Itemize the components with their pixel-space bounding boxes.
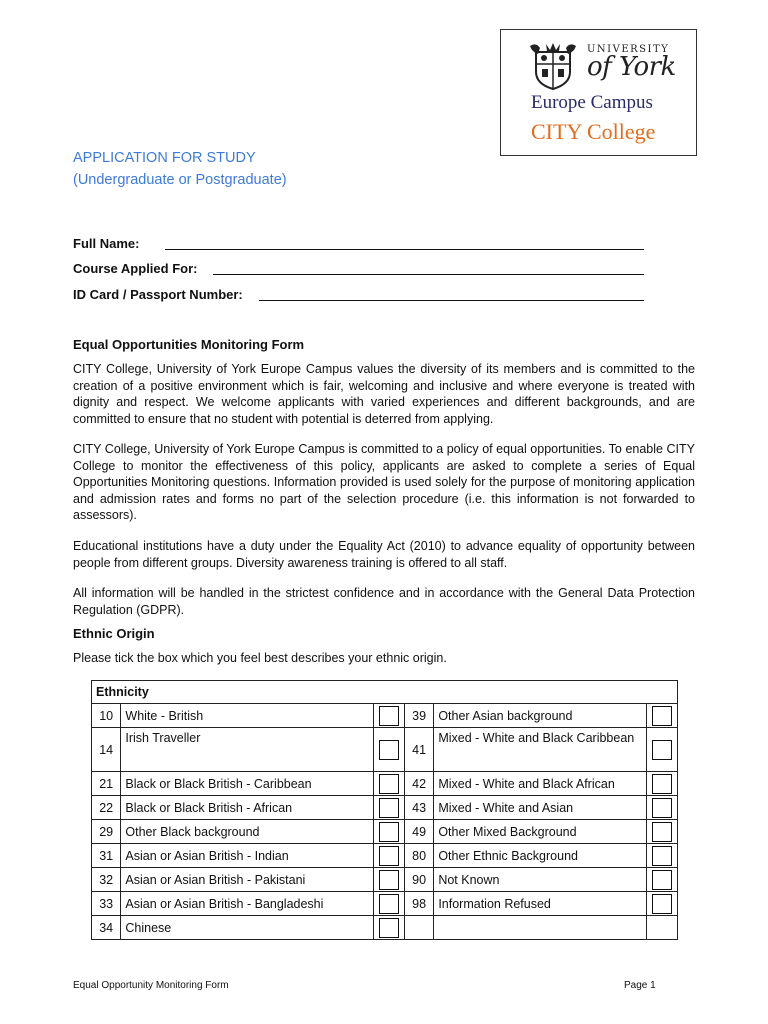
checkbox[interactable] xyxy=(652,774,672,794)
code-cell: 49 xyxy=(404,820,433,844)
checkbox[interactable] xyxy=(652,846,672,866)
checkbox-cell xyxy=(374,844,404,868)
checkbox-cell xyxy=(374,892,404,916)
paragraph-3: Educational institutions have a duty under the Equality Act (2010) to advance equality of opportunity between people from different groups. Diversity awareness training is offered to all staff. xyxy=(73,539,695,570)
code-cell: 29 xyxy=(92,820,121,844)
checkbox[interactable] xyxy=(652,894,672,914)
label-cell: Not Known xyxy=(434,868,647,892)
checkbox-cell xyxy=(647,796,678,820)
table-row xyxy=(92,796,678,820)
label-cell: Other Black background xyxy=(121,820,374,844)
code-cell: 98 xyxy=(404,892,433,916)
checkbox[interactable] xyxy=(652,798,672,818)
checkbox[interactable] xyxy=(379,798,399,818)
code-cell: 90 xyxy=(404,868,433,892)
checkbox-cell xyxy=(374,772,404,796)
checkbox[interactable] xyxy=(379,846,399,866)
label-cell: Black or Black British - Caribbean xyxy=(121,772,374,796)
checkbox-cell xyxy=(374,916,404,940)
table-row xyxy=(92,820,678,844)
code-cell: 42 xyxy=(404,772,433,796)
paragraph-4: All information will be handled in the strictest confidence and in accordance with the General Data Protection Regulation (GDPR). xyxy=(73,586,695,617)
logo-college-text: CITY College xyxy=(531,119,656,144)
logo-university-text: UNIVERSITY xyxy=(587,44,670,55)
checkbox-cell xyxy=(647,772,678,796)
checkbox[interactable] xyxy=(652,706,672,726)
full-name-label: Full Name: xyxy=(73,236,140,251)
label-cell: Other Asian background xyxy=(434,704,647,728)
code-cell: 32 xyxy=(92,868,121,892)
course-label: Course Applied For: xyxy=(73,261,198,276)
page-number: Page 1 xyxy=(624,980,656,991)
table-row xyxy=(92,844,678,868)
id-card-line[interactable] xyxy=(259,300,644,301)
table-row xyxy=(92,704,678,728)
full-name-line[interactable] xyxy=(165,249,644,250)
code-cell: 22 xyxy=(92,796,121,820)
checkbox-cell xyxy=(374,868,404,892)
checkbox-cell xyxy=(374,796,404,820)
table-row xyxy=(92,772,678,796)
checkbox[interactable] xyxy=(379,822,399,842)
checkbox[interactable] xyxy=(379,740,399,760)
form-subtitle: (Undergraduate or Postgraduate) xyxy=(73,172,287,188)
code-cell: 31 xyxy=(92,844,121,868)
full-name-field[interactable] xyxy=(73,236,139,251)
label-cell: Asian or Asian British - Indian xyxy=(121,844,374,868)
paragraph-2: CITY College, University of York Europe Campus is committed to a policy of equal opportunities. To enable CITY College to monitor the effectiveness of this policy, applicants are asked to complete a series of Equal Opportunities Monitoring questions. Information provided is used solely for the purpose of monitoring application and admission rates and forms no part of the selection procedure (i.e. this information is not forwarded to assessors). xyxy=(73,442,695,522)
code-cell: 39 xyxy=(404,704,433,728)
checkbox-cell xyxy=(647,820,678,844)
form-title: APPLICATION FOR STUDY xyxy=(73,150,256,166)
course-field[interactable] xyxy=(73,261,197,276)
code-cell: 41 xyxy=(404,728,433,772)
checkbox-cell xyxy=(374,728,404,772)
code-cell: 10 xyxy=(92,704,121,728)
label-cell: Asian or Asian British - Pakistani xyxy=(121,868,374,892)
table-row xyxy=(92,892,678,916)
label-cell: Other Ethnic Background xyxy=(434,844,647,868)
logo-york-text: of York xyxy=(587,52,676,82)
checkbox[interactable] xyxy=(379,894,399,914)
label-cell: Information Refused xyxy=(434,892,647,916)
ethnicity-table xyxy=(91,680,678,940)
code-cell: 34 xyxy=(92,916,121,940)
checkbox[interactable] xyxy=(652,870,672,890)
checkbox[interactable] xyxy=(379,870,399,890)
code-cell: 80 xyxy=(404,844,433,868)
checkbox[interactable] xyxy=(652,822,672,842)
checkbox[interactable] xyxy=(379,774,399,794)
university-logo xyxy=(500,29,697,156)
checkbox-cell-empty xyxy=(647,916,678,940)
code-cell: 33 xyxy=(92,892,121,916)
york-crest-icon xyxy=(528,42,578,90)
id-card-field[interactable] xyxy=(73,287,243,302)
label-cell: Mixed - White and Asian xyxy=(434,796,647,820)
table-row xyxy=(92,916,678,940)
section-heading: Equal Opportunities Monitoring Form xyxy=(73,337,305,352)
checkbox-cell xyxy=(647,844,678,868)
code-cell: 21 xyxy=(92,772,121,796)
checkbox-cell xyxy=(647,892,678,916)
label-cell: Black or Black British - African xyxy=(121,796,374,820)
label-cell: White - British xyxy=(121,704,374,728)
ethnic-origin-heading: Ethnic Origin xyxy=(73,626,155,641)
label-cell xyxy=(434,916,647,940)
table-header: Ethnicity xyxy=(92,681,678,704)
code-cell: 43 xyxy=(404,796,433,820)
checkbox[interactable] xyxy=(379,706,399,726)
checkbox[interactable] xyxy=(379,918,399,938)
paragraph-1: CITY College, University of York Europe Campus values the diversity of its members and is committed to the creation of a positive environment which is fair, welcoming and inclusive and where everyone is treated with dignity and respect. We welcome applicants with varied experiences and different backgrounds, and are committed to ensure that no student with potential is deterred from applying. xyxy=(73,362,695,426)
checkbox-cell xyxy=(374,820,404,844)
id-card-label: ID Card / Passport Number: xyxy=(73,287,243,302)
checkbox-cell xyxy=(374,704,404,728)
checkbox-cell xyxy=(647,704,678,728)
code-cell xyxy=(404,916,433,940)
checkbox-cell xyxy=(647,728,678,772)
label-cell: Mixed - White and Black Caribbean xyxy=(434,728,647,772)
course-line[interactable] xyxy=(213,274,644,275)
ethnic-instruction: Please tick the box which you feel best describes your ethnic origin. xyxy=(73,651,447,665)
label-cell: Other Mixed Background xyxy=(434,820,647,844)
footer-title: Equal Opportunity Monitoring Form xyxy=(73,980,229,991)
checkbox[interactable] xyxy=(652,740,672,760)
table-row xyxy=(92,728,678,772)
logo-campus-text: Europe Campus xyxy=(531,92,653,113)
table-row xyxy=(92,868,678,892)
label-cell: Chinese xyxy=(121,916,374,940)
label-cell: Irish Traveller xyxy=(121,728,374,772)
label-cell: Mixed - White and Black African xyxy=(434,772,647,796)
label-cell: Asian or Asian British - Bangladeshi xyxy=(121,892,374,916)
code-cell: 14 xyxy=(92,728,121,772)
checkbox-cell xyxy=(647,868,678,892)
